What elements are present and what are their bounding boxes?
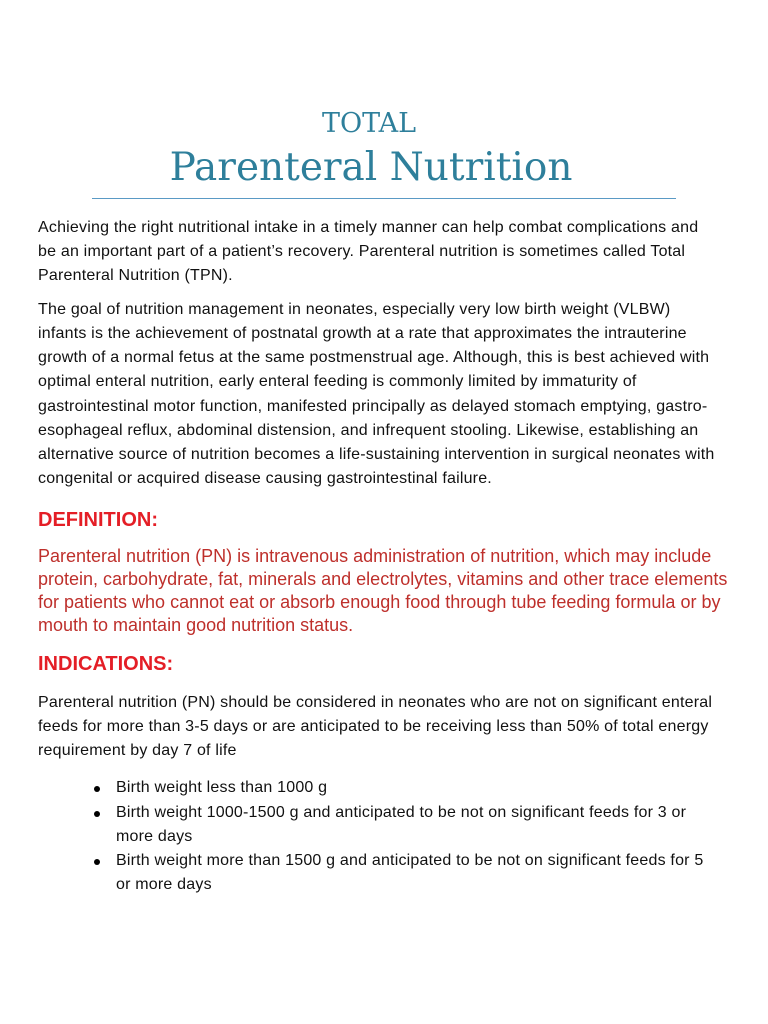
paragraph-line: be an important part of a patient’s recovery. Parenteral nutrition is sometimes called Total [38, 243, 686, 260]
title-underline-rule [92, 198, 676, 199]
bullet-dot-icon [94, 786, 100, 792]
bullet-line: Birth weight more than 1500 g and anticipated to be not on significant feeds for 5 [116, 852, 704, 869]
paragraph-line: gastrointestinal motor function, manifested principally as delayed stomach emptying, gastro- [38, 397, 708, 415]
indication-bullet-item [116, 776, 327, 800]
definition-heading: DEFINITION: [38, 509, 158, 531]
indications-paragraph [38, 691, 712, 763]
paragraph-line: esophageal reflux, abdominal distension, and infrequent stooling. Likewise, establishing an [38, 421, 699, 439]
bullet-line: Birth weight 1000-1500 g and anticipated to be not on significant feeds for 3 or [116, 804, 687, 821]
definition-paragraph [38, 545, 727, 637]
definition-line: mouth to maintain good nutrition status. [38, 615, 354, 635]
bullet-dot-icon [94, 811, 100, 817]
paragraph-line: requirement by day 7 of life [38, 742, 237, 759]
document-title-main: Parenteral Nutrition [169, 145, 573, 190]
definition-line: protein, carbohydrate, fat, minerals and electrolytes, vitamins and other trace elements [38, 569, 728, 589]
bullet-line: Birth weight less than 1000 g [116, 779, 328, 796]
paragraph-line: Parenteral Nutrition (TPN). [38, 267, 233, 284]
bullet-dot-icon [94, 859, 100, 865]
paragraph-line: congenital or acquired disease causing gastrointestinal failure. [38, 470, 492, 488]
paragraph-line: growth of a normal fetus at the same postmenstrual age. Although, this is best achieved with [38, 349, 710, 367]
paragraph-line: infants is the achievement of postnatal growth at a rate that approximates the intrauterine [38, 325, 687, 343]
definition-line: for patients who cannot eat or absorb enough food through tube feeding formula or by [38, 592, 721, 612]
indication-bullet-item [116, 801, 686, 850]
indications-heading: INDICATIONS: [38, 653, 174, 675]
paragraph-line: optimal enteral nutrition, early enteral feeding is commonly limited by immaturity of [38, 373, 637, 391]
paragraph-line: Achieving the right nutritional intake in a timely manner can help combat complications and [38, 219, 699, 236]
paragraph-line: The goal of nutrition management in neonates, especially very low birth weight (VLBW) [38, 301, 671, 318]
bullet-line: more days [116, 828, 193, 846]
intro-paragraph-1 [38, 216, 698, 288]
paragraph-line: feeds for more than 3-5 days or are anticipated to be receiving less than 50% of total energy [38, 718, 709, 735]
bullet-line: or more days [116, 876, 212, 894]
indication-bullet-item [116, 849, 703, 898]
intro-paragraph-2 [38, 298, 714, 491]
paragraph-line: alternative source of nutrition becomes a life-sustaining intervention in surgical neonates with [38, 445, 715, 463]
paragraph-line: Parenteral nutrition (PN) should be considered in neonates who are not on significant enteral [38, 694, 713, 711]
definition-line: Parenteral nutrition (PN) is intravenous administration of nutrition, which may include [38, 546, 712, 566]
document-title-small: TOTAL [321, 108, 417, 139]
